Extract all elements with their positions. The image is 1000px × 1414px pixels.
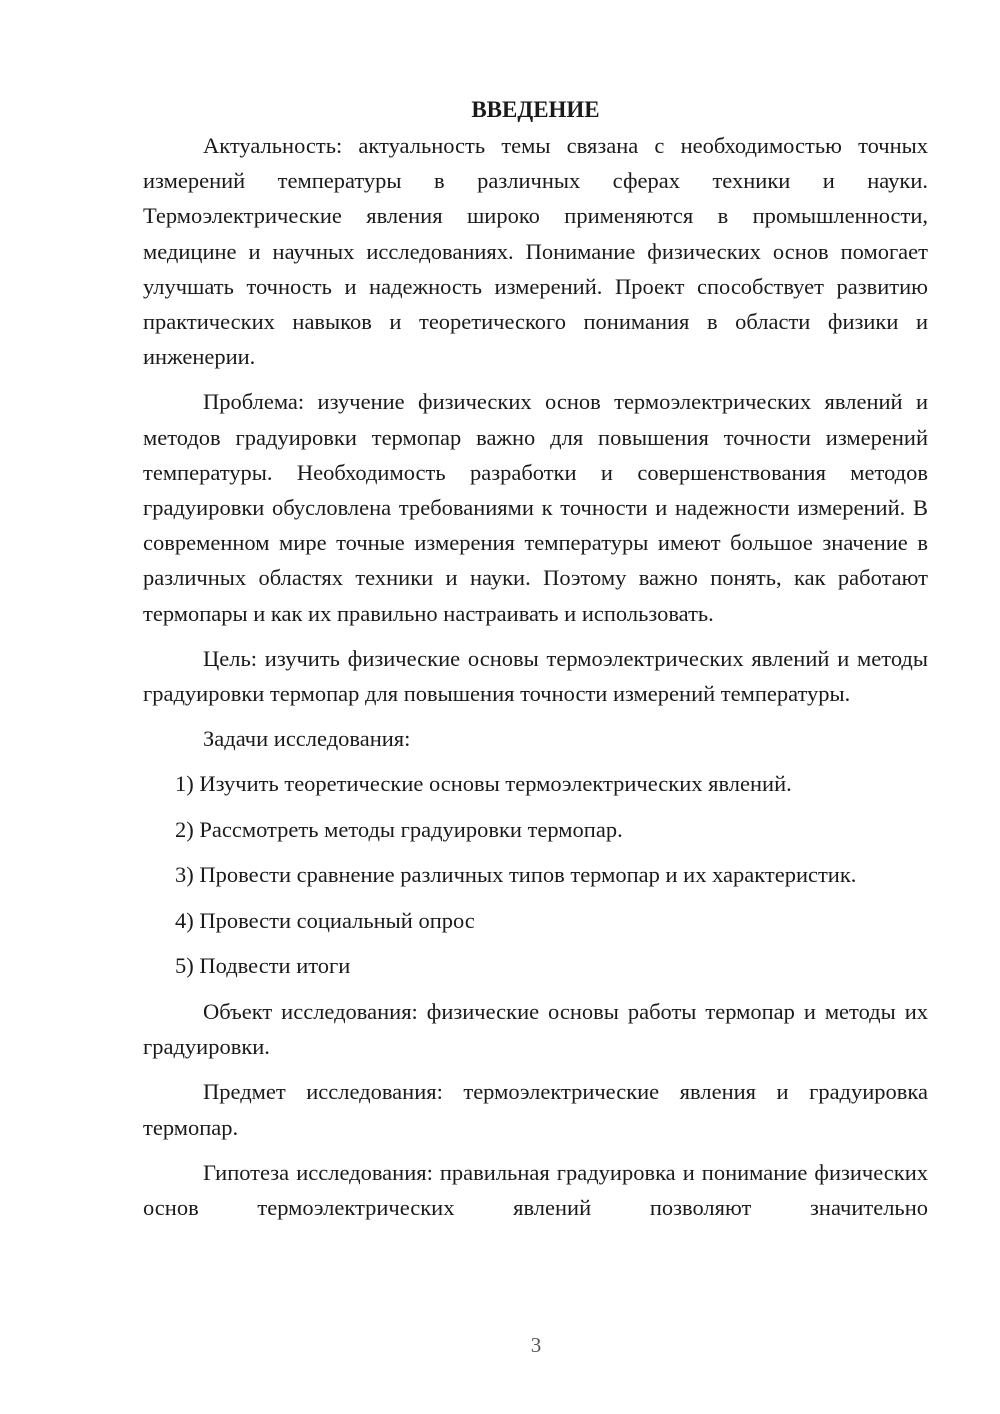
page-body: [143, 92, 928, 1235]
hypothesis-paragraph: Гипотеза исследования: правильная градуировка и понимание физических основ термоэлектрических явлений позволяют значительно: [143, 1159, 928, 1220]
list-item: 5) Подвести итоги: [175, 953, 351, 979]
relevance-paragraph: Актуальность: актуальность темы связана с необходимостью точных измерений температуры в различных сферах техники и науки. Термоэлектрические явления широко применяются в промышленности, медицине и научных исследованиях. Понимание физических основ помогает улучшать точность и надежность измерений. Проект способствует развитию практических навыков и теоретического понимания в области физики и инженерии.: [143, 133, 928, 370]
goal-paragraph: Цель: изучить физические основы термоэлектрических явлений и методы градуировки термопар для повышения точности измерений температуры.: [143, 645, 928, 707]
section-heading: ВВЕДЕНИЕ: [471, 97, 600, 122]
problem-paragraph: Проблема: изучение физических основ термоэлектрических явлений и методов градуировки термопар важно для повышения точности измерений температуры. Необходимость разработки и совершенствования методов градуировки обусловлена требованиями к точности и надежности измерений. В современном мире точные измерения температуры имеют большое значение в различных областях техники и науки. Поэтому важно понять, как работают термопары и как их правильно настраивать и использовать.: [143, 389, 928, 626]
list-item: 3) Провести сравнение различных типов термопар и их характеристик.: [175, 862, 857, 888]
list-item: 2) Рассмотреть методы градуировки термопар.: [175, 816, 623, 842]
tasks-heading: Задачи исследования:: [203, 726, 411, 752]
object-paragraph: Объект исследования: физические основы работы термопар и методы их градуировки.: [143, 998, 928, 1060]
list-item: 4) Провести социальный опрос: [175, 907, 475, 933]
list-item: 1) Изучить теоретические основы термоэлектрических явлений.: [175, 771, 792, 797]
tasks-list: [143, 766, 928, 983]
page-number: 3: [530, 1333, 542, 1357]
subject-paragraph: Предмет исследования: термоэлектрические явления и градуировка термопар.: [143, 1079, 928, 1140]
